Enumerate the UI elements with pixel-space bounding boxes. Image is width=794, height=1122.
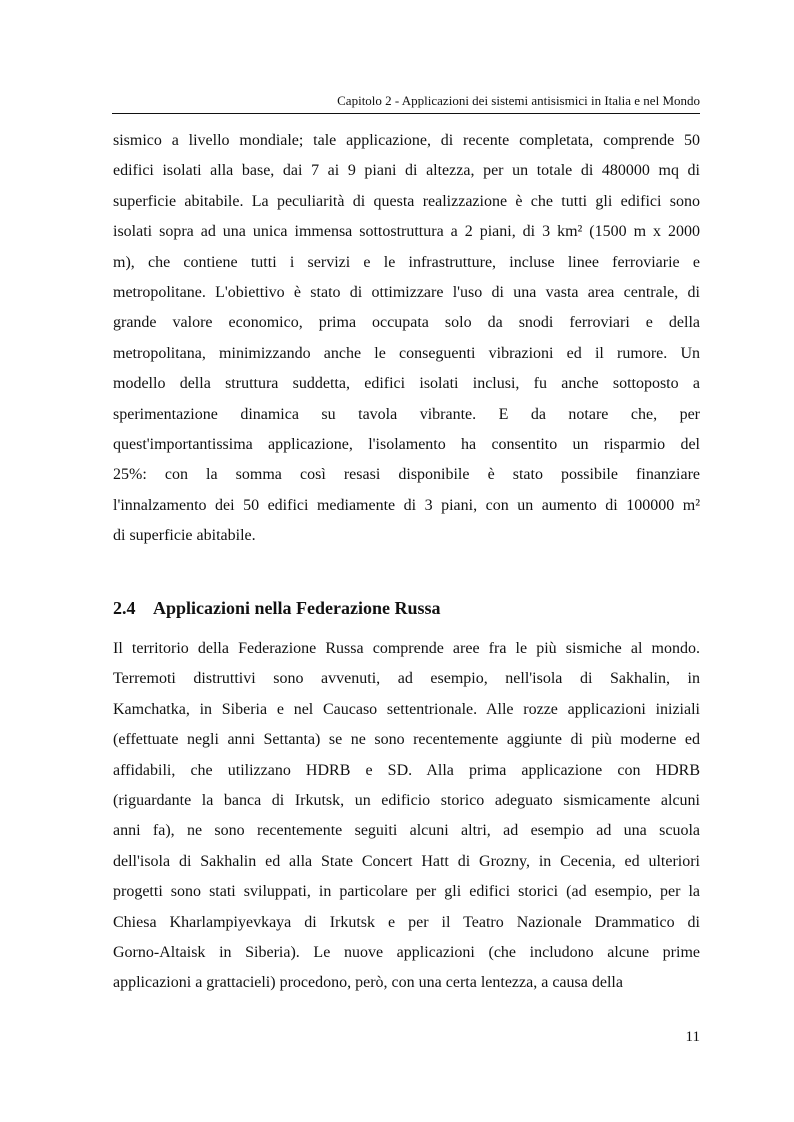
text-line: sismico a livello mondiale; tale applicazione, di recente completata, comprende 50 (113, 132, 700, 149)
text-line: Kamchatka, in Siberia e nel Caucaso settentrionale. Alle rozze applicazioni iniziali (113, 700, 700, 718)
text-line: Il territorio della Federazione Russa comprende aree fra le più sismiche al mondo. (113, 640, 700, 657)
text-line: sperimentazione dinamica su tavola vibrante. E da notare che, per (113, 405, 700, 423)
section-title-text: Applicazioni nella Federazione Russa (153, 598, 441, 618)
body-paragraph-1 (113, 126, 700, 552)
text-line: 25%: con la somma così resasi disponibile è stato possibile finanziare (113, 466, 700, 484)
text-line: (effettuate negli anni Settanta) se ne sono recentemente aggiunte di più moderne ed (113, 731, 700, 749)
running-header: Capitolo 2 - Applicazioni dei sistemi antisismici in Italia e nel Mondo (337, 93, 700, 108)
header-rule (112, 113, 700, 114)
section-heading (113, 594, 441, 622)
text-line: Terremoti distruttivi sono avvenuti, ad esempio, nell'isola di Sakhalin, in (113, 670, 700, 688)
text-line: quest'importantissima applicazione, l'isolamento ha consentito un risparmio del (113, 436, 700, 454)
text-line: (riguardante la banca di Irkutsk, un edificio storico adeguato sismicamente alcuni (113, 792, 700, 810)
text-line: l'innalzamento dei 50 edifici mediamente di 3 piani, con un aumento di 100000 m² (113, 496, 700, 514)
text-line: Gorno-Altaisk in Siberia). Le nuove applicazioni (che includono alcune prime (113, 944, 700, 962)
text-line: metropolitane. L'obiettivo è stato di ottimizzare l'uso di una vasta area centrale, di (113, 284, 700, 302)
section-number: 2.4 (113, 598, 136, 618)
text-line: di superficie abitabile. (113, 527, 256, 545)
text-line: modello della struttura suddetta, edifici isolati inclusi, fu anche sottoposto a (113, 375, 700, 393)
text-line: edifici isolati alla base, dai 7 ai 9 piani di altezza, per un totale di 480000 mq di (113, 162, 700, 180)
text-line: dell'isola di Sakhalin ed alla State Concert Hatt di Grozny, in Cecenia, ed ulteriori (113, 852, 700, 870)
text-line: progetti sono stati sviluppati, in particolare per gli edifici storici (ad esempio, per la (113, 883, 700, 901)
text-line: Chiesa Kharlampiyevkaya di Irkutsk e per il Teatro Nazionale Drammatico di (113, 913, 700, 931)
text-line: isolati sopra ad una unica immensa sottostruttura a 2 piani, di 3 km² (1500 m x 2000 (113, 223, 700, 241)
text-line: grande valore economico, prima occupata solo da snodi ferroviari e della (113, 314, 700, 332)
text-line: anni fa), ne sono recentemente seguiti alcuni altri, ad esempio ad una scuola (113, 822, 700, 840)
text-line: affidabili, che utilizzano HDRB e SD. Alla prima applicazione con HDRB (113, 761, 700, 779)
text-line: applicazioni a grattacieli) procedono, però, con una certa lentezza, a causa della (113, 974, 623, 992)
text-line: m), che contiene tutti i servizi e le infrastrutture, incluse linee ferroviarie e (113, 253, 700, 271)
text-line: superficie abitabile. La peculiarità di questa realizzazione è che tutti gli edifici sono (113, 192, 700, 210)
text-line: metropolitana, minimizzando anche le conseguenti vibrazioni ed il rumore. Un (113, 344, 700, 362)
body-paragraph-2 (113, 634, 700, 999)
page-number: 11 (685, 1029, 700, 1045)
